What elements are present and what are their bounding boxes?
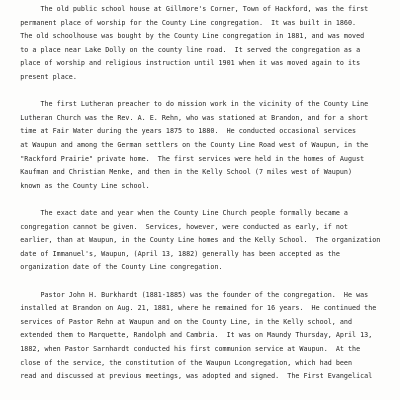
text-line: extended them to Marquette, Randolph and Cambria. It was on Maundy Thursday, April 13, [0,331,373,340]
text-line: "Rackford Prairie" private home. The first services were held in the homes of August [0,154,365,163]
text-line: 1882, when Pastor Sarnhardt conducted his first communion service at Waupun. At the [0,345,361,353]
text-line: permanent place of worship for the County Line congregation. It was built in 1860. [0,18,357,27]
text-line: The first Lutheran preacher to do mission work in the vicinity of the County Line [0,100,369,109]
text-line: The exact date and year when the County Line Church people formally became a [0,209,348,217]
text-line: date of Immanuel's, Waupun, (April 13, 1882) generally has been accepted as the [0,249,340,258]
text-line: to a place near Lake Dolly on the county line road. It served the congregation as a [0,45,361,54]
text-line: The old public school house at Gillmore's Corner, Town of Hackford, was the first [0,5,369,13]
text-line: Kaufman and Christian Menke, and then in the Kelly School (7 miles west of Waupun) [0,168,353,177]
text-line: at Waupun and among the German settlers on the County Line Road west of Waupun, in the [0,141,369,149]
text-line: organization date of the County Line congregation. [0,263,223,272]
text-line: Lutheran Church was the Rev. A. E. Rehn, who was stationed at Brandon, and for a short [0,113,369,122]
text-line: services of Pastor Rehn at Waupun and on the County Line, in the Kelly school, and [0,317,353,326]
text-line: The old schoolhouse was bought by the County Line congregation in 1881, and was moved [0,32,365,41]
text-line: time at Fair Water during the years 1875 to 1880. He conducted occasional services [0,127,357,136]
text-line: close of the service, the constitution of the Waupun Lcongregation, which had been [0,358,353,367]
text-line: congregation cannot be given. Services, however, were conducted as early, if not [0,222,348,231]
text-line: known as the County Line school. [0,181,150,190]
text-line: present place. [0,73,77,81]
text-line: read and discussed at previous meetings, was adopted and signed. The First Evangelical [0,372,373,381]
text-line: place of worship and religious instruction until 1901 when it was moved again to its [0,59,361,68]
text-line: earlier, than at Waupun, in the County Line homes and the Kelly School. The organization [0,236,381,245]
text-line: Pastor John H. Burkhardt (1881-1885) was the founder of the congregation. He was [0,290,369,299]
text-line: installed at Brandon on Aug. 21, 1881, where he remained for 16 years. He continued the [0,304,377,313]
